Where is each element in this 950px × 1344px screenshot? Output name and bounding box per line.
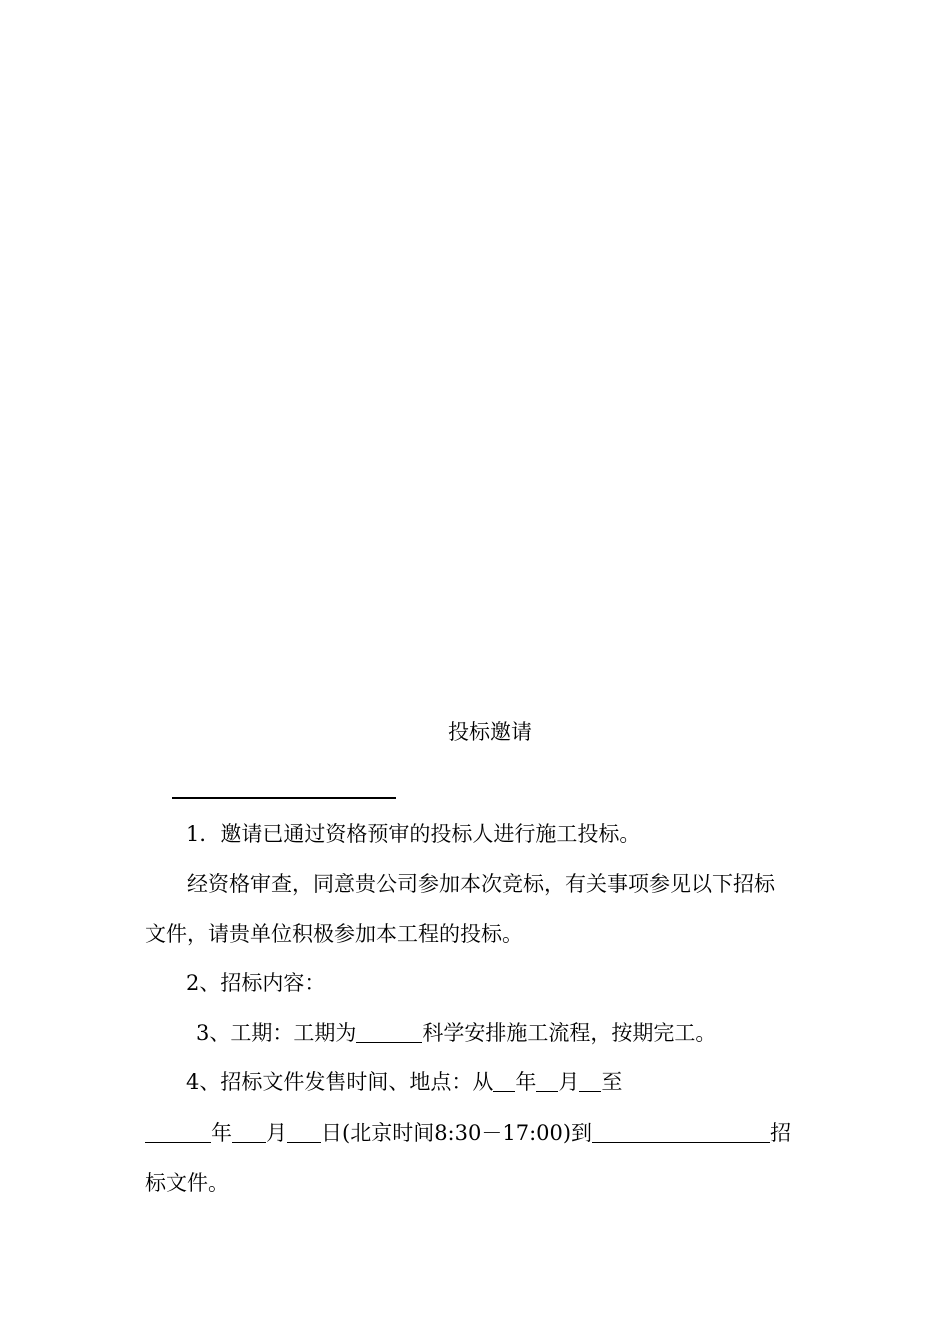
document-title: 投标邀请 <box>448 720 532 744</box>
item-2: 2、招标内容： <box>186 971 326 995</box>
location-blank <box>592 1122 770 1143</box>
start-month-blank <box>536 1071 558 1092</box>
item-4-to-label: 至 <box>601 1070 623 1094</box>
end-day-time-label: 日(北京时间8:30－17:00)到 <box>321 1121 593 1145</box>
start-year-blank <box>493 1071 515 1092</box>
item-4-continuation <box>145 1121 791 1145</box>
last-line: 标文件。 <box>145 1171 229 1195</box>
end-month-label: 月 <box>266 1121 287 1145</box>
start-day-blank <box>579 1071 601 1092</box>
end-year-blank <box>145 1122 211 1143</box>
item-3-suffix: 科学安排施工流程，按期完工。 <box>422 1021 717 1045</box>
item-4-month-label: 月 <box>558 1070 580 1094</box>
paragraph-1-line-2: 文件，请贵单位积极参加本工程的投标。 <box>145 922 523 946</box>
line-end-text: 招 <box>770 1121 792 1145</box>
duration-blank <box>356 1022 422 1043</box>
item-4-prefix: 4、招标文件发售时间、地点：从 <box>186 1070 494 1094</box>
paragraph-1-line-1: 经资格审查，同意贵公司参加本次竞标，有关事项参见以下招标 <box>187 872 775 896</box>
end-month-blank <box>232 1122 266 1143</box>
addressee-blank-line <box>172 797 396 799</box>
end-day-blank <box>287 1122 321 1143</box>
item-4 <box>186 1070 622 1094</box>
end-year-label: 年 <box>211 1121 232 1145</box>
item-4-year-label: 年 <box>515 1070 537 1094</box>
item-3-prefix: 3、工期：工期为 <box>196 1021 357 1045</box>
item-3 <box>196 1021 716 1045</box>
item-1: 1．邀请已通过资格预审的投标人进行施工投标。 <box>186 822 641 846</box>
